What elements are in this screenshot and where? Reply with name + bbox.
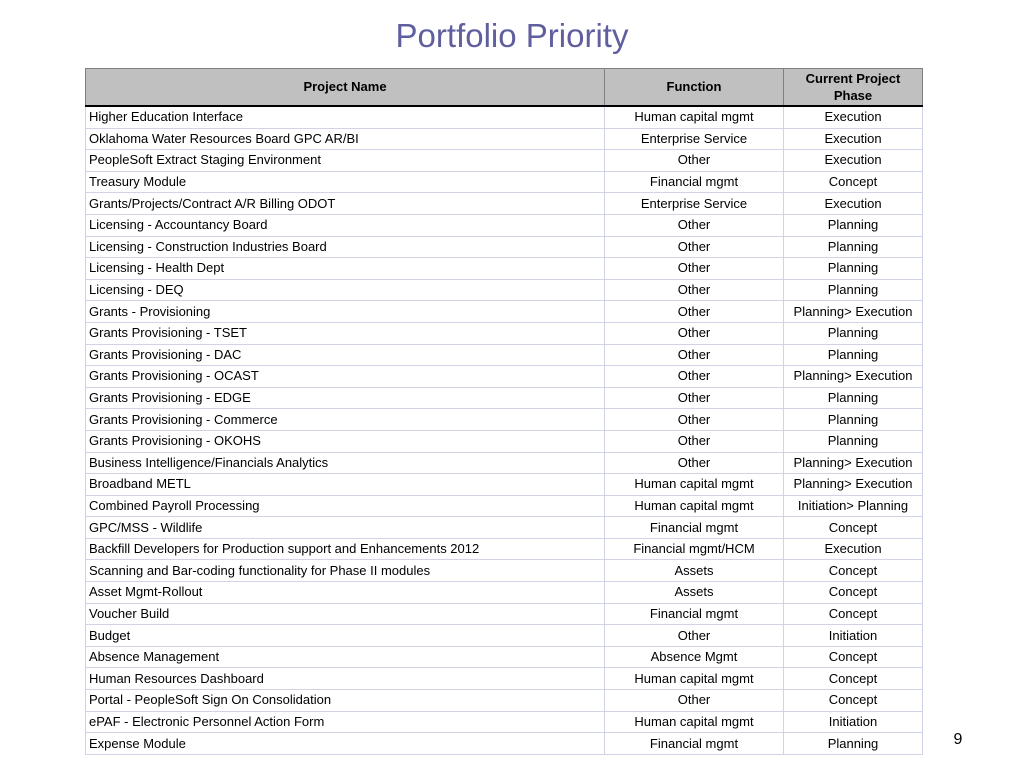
phase-cell: Initiation> Planning — [784, 495, 923, 517]
phase-cell: Planning> Execution — [784, 474, 923, 496]
function-cell: Other — [605, 150, 784, 172]
table-row — [86, 193, 923, 215]
table-row — [86, 690, 923, 712]
phase-cell: Planning — [784, 279, 923, 301]
phase-cell: Planning — [784, 430, 923, 452]
table-row — [86, 301, 923, 323]
table-row — [86, 236, 923, 258]
table-row — [86, 603, 923, 625]
project-name-cell: Grants Provisioning - DAC — [86, 344, 605, 366]
project-name-cell: Treasury Module — [86, 171, 605, 193]
function-cell: Assets — [605, 560, 784, 582]
table-row — [86, 366, 923, 388]
function-cell: Enterprise Service — [605, 193, 784, 215]
table-row — [86, 474, 923, 496]
function-cell: Other — [605, 430, 784, 452]
phase-cell: Planning> Execution — [784, 366, 923, 388]
page-number: 9 — [953, 731, 963, 748]
phase-cell: Planning — [784, 236, 923, 258]
function-cell: Other — [605, 322, 784, 344]
header-function: Function — [605, 69, 784, 107]
table-header — [86, 69, 923, 107]
project-name-cell: Asset Mgmt-Rollout — [86, 582, 605, 604]
phase-cell: Concept — [784, 603, 923, 625]
project-name-cell: Human Resources Dashboard — [86, 668, 605, 690]
project-name-cell: Grants/Projects/Contract A/R Billing ODOT — [86, 193, 605, 215]
table-row — [86, 409, 923, 431]
function-cell: Other — [605, 387, 784, 409]
header-project-name: Project Name — [86, 69, 605, 107]
project-name-cell: Voucher Build — [86, 603, 605, 625]
project-name-cell: Business Intelligence/Financials Analytics — [86, 452, 605, 474]
function-cell: Absence Mgmt — [605, 646, 784, 668]
function-cell: Other — [605, 258, 784, 280]
function-cell: Other — [605, 279, 784, 301]
table-row — [86, 279, 923, 301]
project-name-cell: Grants Provisioning - EDGE — [86, 387, 605, 409]
project-name-cell: Licensing - Accountancy Board — [86, 214, 605, 236]
table-row — [86, 387, 923, 409]
function-cell: Other — [605, 409, 784, 431]
phase-cell: Planning — [784, 344, 923, 366]
function-cell: Financial mgmt — [605, 733, 784, 755]
phase-cell: Planning — [784, 387, 923, 409]
project-name-cell: Portal - PeopleSoft Sign On Consolidation — [86, 690, 605, 712]
phase-cell: Concept — [784, 668, 923, 690]
table-row — [86, 430, 923, 452]
project-name-cell: PeopleSoft Extract Staging Environment — [86, 150, 605, 172]
function-cell: Financial mgmt — [605, 171, 784, 193]
function-cell: Other — [605, 366, 784, 388]
project-name-cell: GPC/MSS - Wildlife — [86, 517, 605, 539]
phase-cell: Planning — [784, 214, 923, 236]
function-cell: Other — [605, 690, 784, 712]
function-cell: Human capital mgmt — [605, 711, 784, 733]
project-name-cell: Absence Management — [86, 646, 605, 668]
table-row — [86, 625, 923, 647]
project-name-cell: Broadband METL — [86, 474, 605, 496]
table-row — [86, 538, 923, 560]
phase-cell: Concept — [784, 690, 923, 712]
table-row — [86, 128, 923, 150]
phase-cell: Initiation — [784, 711, 923, 733]
phase-cell: Concept — [784, 171, 923, 193]
function-cell: Other — [605, 344, 784, 366]
phase-cell: Execution — [784, 128, 923, 150]
phase-cell: Planning> Execution — [784, 301, 923, 323]
project-name-cell: Scanning and Bar-coding functionality for Phase II modules — [86, 560, 605, 582]
function-cell: Human capital mgmt — [605, 474, 784, 496]
table-row — [86, 344, 923, 366]
table-row — [86, 646, 923, 668]
table-row — [86, 582, 923, 604]
phase-cell: Execution — [784, 150, 923, 172]
table-row — [86, 106, 923, 128]
phase-cell: Planning — [784, 258, 923, 280]
project-name-cell: Licensing - Construction Industries Board — [86, 236, 605, 258]
function-cell: Human capital mgmt — [605, 106, 784, 128]
phase-cell: Concept — [784, 582, 923, 604]
project-name-cell: Licensing - DEQ — [86, 279, 605, 301]
phase-cell: Execution — [784, 538, 923, 560]
phase-cell: Concept — [784, 517, 923, 539]
project-name-cell: ePAF - Electronic Personnel Action Form — [86, 711, 605, 733]
slide-title: Portfolio Priority — [395, 17, 629, 54]
project-name-cell: Expense Module — [86, 733, 605, 755]
project-name-cell: Grants Provisioning - TSET — [86, 322, 605, 344]
table-row — [86, 495, 923, 517]
function-cell: Other — [605, 452, 784, 474]
project-name-cell: Grants Provisioning - OCAST — [86, 366, 605, 388]
project-name-cell: Oklahoma Water Resources Board GPC AR/BI — [86, 128, 605, 150]
phase-cell: Execution — [784, 106, 923, 128]
table-row — [86, 560, 923, 582]
project-name-cell: Combined Payroll Processing — [86, 495, 605, 517]
phase-cell: Initiation — [784, 625, 923, 647]
function-cell: Other — [605, 236, 784, 258]
phase-cell: Planning — [784, 409, 923, 431]
function-cell: Financial mgmt — [605, 603, 784, 625]
table-row — [86, 668, 923, 690]
function-cell: Human capital mgmt — [605, 668, 784, 690]
table-row — [86, 711, 923, 733]
function-cell: Other — [605, 301, 784, 323]
table-row — [86, 517, 923, 539]
function-cell: Assets — [605, 582, 784, 604]
project-name-cell: Licensing - Health Dept — [86, 258, 605, 280]
project-name-cell: Budget — [86, 625, 605, 647]
function-cell: Other — [605, 214, 784, 236]
function-cell: Other — [605, 625, 784, 647]
project-name-cell: Grants Provisioning - OKOHS — [86, 430, 605, 452]
table-row — [86, 214, 923, 236]
table-row — [86, 171, 923, 193]
table-row — [86, 322, 923, 344]
phase-cell: Execution — [784, 193, 923, 215]
portfolio-table — [85, 68, 923, 755]
table-body — [86, 106, 923, 754]
phase-cell: Planning — [784, 322, 923, 344]
function-cell: Financial mgmt — [605, 517, 784, 539]
table-row — [86, 733, 923, 755]
phase-cell: Concept — [784, 560, 923, 582]
project-name-cell: Backfill Developers for Production support and Enhancements 2012 — [86, 538, 605, 560]
function-cell: Financial mgmt/HCM — [605, 538, 784, 560]
phase-cell: Planning> Execution — [784, 452, 923, 474]
project-name-cell: Grants Provisioning - Commerce — [86, 409, 605, 431]
project-name-cell: Grants - Provisioning — [86, 301, 605, 323]
table-header-row — [86, 69, 923, 107]
project-name-cell: Higher Education Interface — [86, 106, 605, 128]
header-current-project-phase: Current Project Phase — [784, 69, 923, 107]
table-row — [86, 452, 923, 474]
function-cell: Human capital mgmt — [605, 495, 784, 517]
table-row — [86, 150, 923, 172]
phase-cell: Concept — [784, 646, 923, 668]
portfolio-table-container — [85, 68, 922, 755]
phase-cell: Planning — [784, 733, 923, 755]
function-cell: Enterprise Service — [605, 128, 784, 150]
table-row — [86, 258, 923, 280]
